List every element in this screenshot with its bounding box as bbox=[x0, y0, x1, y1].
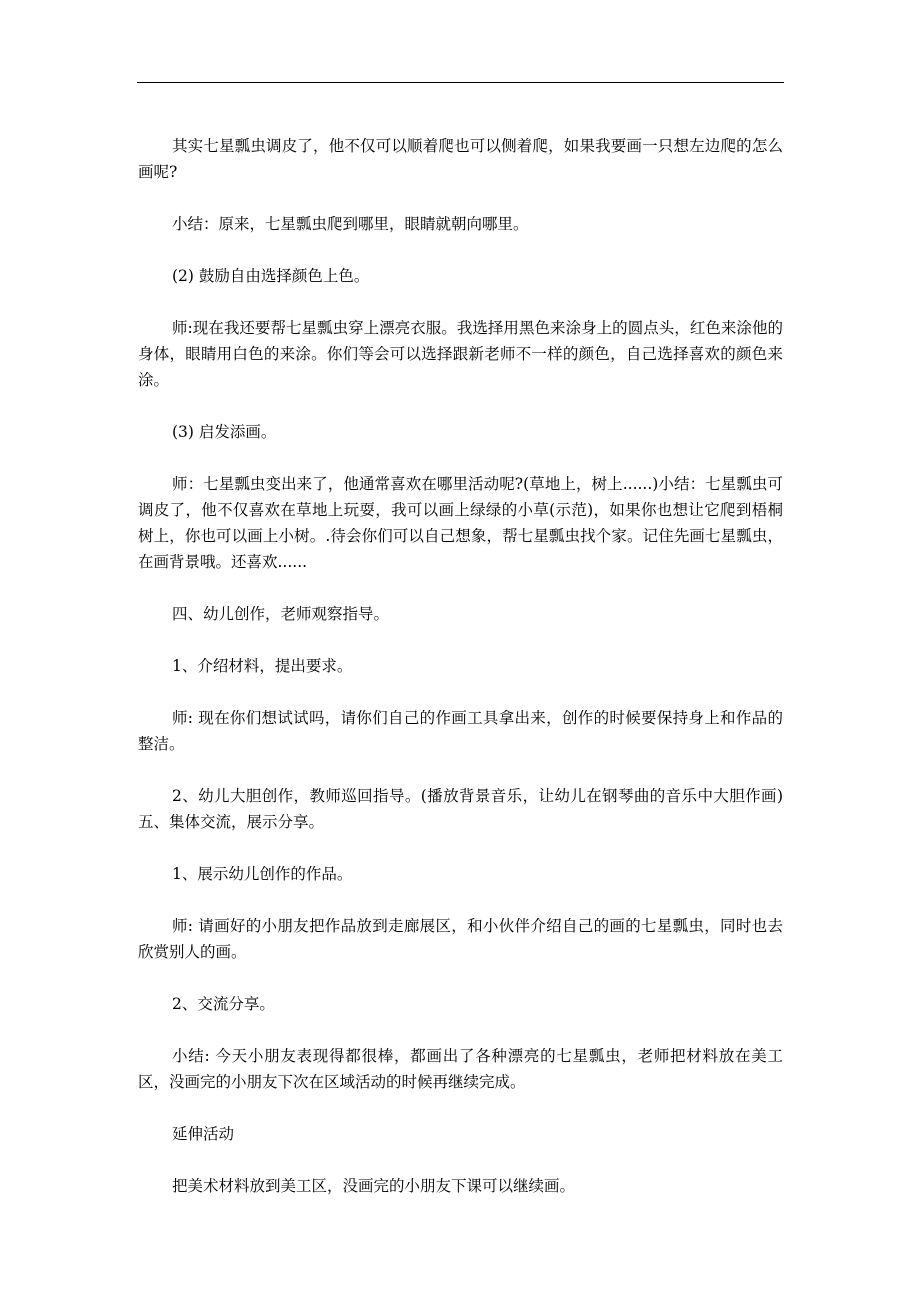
paragraph-summary-eyes: 小结：原来，七星瓢虫爬到哪里，眼睛就朝向哪里。 bbox=[172, 215, 529, 233]
paragraph-teacher-habitat: 师：七星瓢虫变出来了，他通常喜欢在哪里活动呢?(草地上，树上......)小结：七星瓢虫可调皮了，他不仅喜欢在草地上玩耍，我可以画上绿绿的小草(示范)，如果你也想让它爬到梧桐树上，你也可以画上小树。.待会你们可以自己想象，帮七星瓢虫找个家。记住先画七星瓢虫，在画背景哦。还喜欢...... bbox=[138, 475, 783, 571]
paragraph-summary-closing: 小结: 今天小朋友表现得都很棒，都画出了各种漂亮的七星瓢虫，老师把材料放在美工区，没画完的小朋友下次在区域活动的时候再继续完成。 bbox=[138, 1047, 783, 1091]
paragraph-teacher-tools: 师: 现在你们想试试吗，请你们自己的作画工具拿出来，创作的时候要保持身上和作品的整洁。 bbox=[138, 709, 783, 753]
paragraph-extension: 把美术材料放到美工区，没画完的小朋友下课可以继续画。 bbox=[172, 1177, 576, 1195]
header-rule bbox=[137, 82, 784, 83]
paragraph-share: 2、交流分享。 bbox=[172, 995, 275, 1013]
paragraph-materials: 1、介绍材料，提出要求。 bbox=[172, 657, 353, 675]
heading-section-4: 四、幼儿创作，老师观察指导。 bbox=[172, 605, 390, 623]
paragraph-step-3-additions: (3) 启发添画。 bbox=[172, 423, 277, 441]
paragraph-creation-section-5: 2、幼儿大胆创作，教师巡回指导。(播放背景音乐，让幼儿在钢琴曲的音乐中大胆作画)五、集体交流，展示分享。 bbox=[138, 787, 783, 831]
paragraph-teacher-coloring: 师:现在我还要帮七星瓢虫穿上漂亮衣服。我选择用黑色来涂身上的圆点头，红色来涂他的身体，眼睛用白色的来涂。你们等会可以选择跟新老师不一样的颜色，自己选择喜欢的颜色来涂。 bbox=[138, 319, 783, 389]
paragraph-display-works: 1、展示幼儿创作的作品。 bbox=[172, 865, 353, 883]
document-body bbox=[138, 133, 783, 1225]
paragraph-crawl-direction: 其实七星瓢虫调皮了，他不仅可以顺着爬也可以侧着爬，如果我要画一只想左边爬的怎么画呢? bbox=[138, 137, 783, 181]
heading-extension-activity: 延伸活动 bbox=[172, 1125, 235, 1143]
paragraph-teacher-gallery: 师: 请画好的小朋友把作品放到走廊展区，和小伙伴介绍自己的画的七星瓢虫，同时也去欣赏别人的画。 bbox=[138, 917, 783, 961]
paragraph-step-2-coloring: (2) 鼓励自由选择颜色上色。 bbox=[172, 267, 370, 285]
